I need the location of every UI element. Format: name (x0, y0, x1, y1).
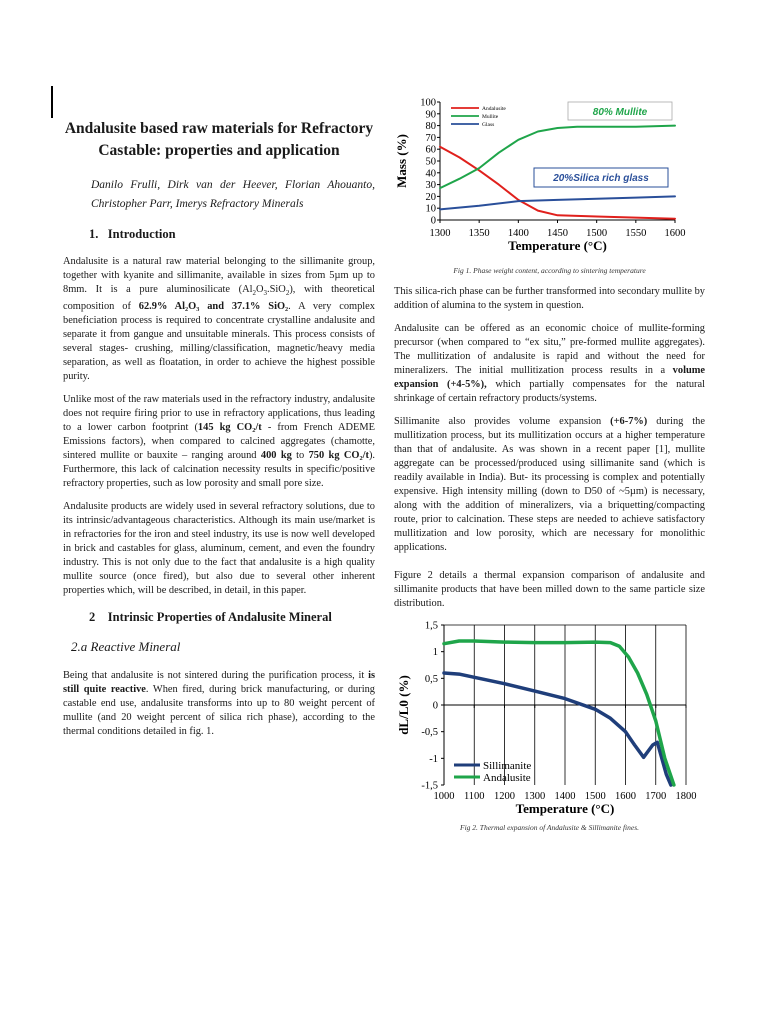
x-tick-label: 1600 (615, 791, 636, 802)
y-tick-label: 50 (425, 156, 436, 168)
y-tick-label: 1,5 (424, 621, 438, 632)
y-tick-label: 100 (420, 97, 436, 109)
y-tick-label: 90 (425, 109, 436, 121)
x-tick-label: 1300 (524, 791, 546, 802)
x-tick-label: 1600 (664, 228, 686, 239)
left-column (63, 110, 375, 748)
legend-label-andalusite: Andalusite (482, 105, 506, 112)
x-axis-label: Temperature (°C) (508, 238, 607, 253)
intro-paragraph-1: Andalusite is a natural raw material belonging to the sillimanite group, together with kyanite and sillimanite, available in sizes from 5µm up to 8mm. It is a pure aluminosilicate $(Al_2O_3.SiO_2)$, with theoretical composition of 62.9% Al₂O₃ and 37.1% SiO₂. A very complex beneficiation process is required to concentrate crystalline andalusite and separate it from gangue and unsuitable minerals. This process consists of several stages- crushing, milling/classification, magnetic/heavy media separation, as well as floatation, in order to achieve the highest possible purity. (63, 256, 375, 383)
x-tick-label: 1300 (429, 228, 451, 239)
x-axis-label: Temperature (°C) (515, 801, 615, 816)
intro-paragraph-2: Unlike most of the raw materials used in the refractory industry, andalusite does not require firing prior to use in refractory applications, thus leading to a lower carbon footprint (145 kg CO₂/t - from French ADEME Emissions factors), when compared to calcined aggregates (chamotte, sintered mullite or bauxite – ranging around 400 kg to 750 kg CO₂/t). Furthermore, this lack of calcination necessity results in specific/positive refractory properties, such as low porosity and small pore size. (63, 394, 375, 490)
right-paragraph-1: This silica-rich phase can be further transformed into secondary mullite by addition of alumina to the system in question. (394, 286, 705, 311)
y-tick-label: 20 (425, 191, 436, 203)
y-tick-label: 1 (432, 647, 438, 659)
right-paragraph-4: Figure 2 details a thermal expansion comparison of andalusite and sillimanite products that have been milled down to the same particle size distribution. (394, 570, 705, 609)
y-tick-label: 10 (425, 203, 436, 215)
annotation-glass: 20%Silica rich glass (553, 173, 649, 184)
y-tick-label: -1,5 (421, 780, 438, 792)
y-tick-label: 30 (425, 180, 436, 192)
legend-label-glass: Glass (482, 121, 495, 128)
x-tick-label: 1500 (584, 791, 606, 802)
x-tick-label: 1400 (507, 228, 529, 239)
subsection-heading-reactive: 2.a Reactive Mineral (71, 639, 181, 655)
right-paragraph-2: Andalusite can be offered as an economic choice of mullite-forming precursor (when compared to “ex situ,” pre-formed mullite aggregates). The mullitization of andalusite is rapid and without the need for mineralizers. The initial mullitization process results in a volume expansion (+4-5%), which partially compensates for the natural shrinkage of certain refractory products/systems. (394, 323, 705, 404)
legend (454, 760, 531, 784)
y-tick-label: 0 (432, 700, 438, 712)
x-tick-label: 1700 (645, 791, 667, 802)
author-list: Danilo Frulli, Dirk van der Heever, Florian Ahouanto, Christopher Parr, Imerys Refractory Minerals (91, 179, 375, 210)
right-column (394, 96, 705, 832)
series-line-sillimanite (444, 673, 671, 785)
x-tick-label: 1500 (586, 228, 608, 239)
y-tick-label: 40 (425, 168, 436, 180)
legend-label-sillimanite: Sillimanite (483, 759, 532, 772)
figure-1-chart (394, 96, 705, 261)
y-tick-label: 70 (425, 132, 436, 144)
y-axis-label: Mass (%) (394, 134, 409, 188)
section-heading-introduction: 1. Introduction (89, 227, 176, 241)
x-tick-label: 1800 (675, 791, 697, 802)
figure-2-caption: Fig 2. Thermal expansion of Andalusite & Sillimanite fines. (459, 823, 640, 832)
legend (451, 106, 506, 128)
series-line-glass (440, 196, 675, 209)
x-tick-label: 1000 (433, 791, 455, 802)
x-tick-label: 1400 (554, 791, 576, 802)
section-heading-intrinsic: 2 Intrinsic Properties of Andalusite Mineral (89, 610, 332, 625)
x-tick-label: 1100 (463, 791, 485, 802)
annotation-mullite: 80% Mullite (592, 107, 648, 118)
y-tick-label: -0,5 (421, 727, 438, 739)
reactive-paragraph: Being that andalusite is not sintered during the purification process, it is still quite reactive. When fired, during brick manufacturing, or during castable end use, andalusite transforms into up to 80 weight percent of mullite (and 20 weight percent of silica rich phase), according to the thermal conditions detailed in fig. 1. (63, 670, 375, 738)
y-tick-label: 0,5 (424, 673, 438, 685)
intro-paragraph-3: Andalusite products are widely used in several refractory solutions, due to its intrinsic/advantageous characteristics. Although its main use/market is in refractories for the iron and steel industry, its use is now well developed in brick and castables for glass, aluminum, cement, and even the foundry industry. This is not only due to the fact that andalusite is a high quality mullite source (once fired), but also due to several other inherent properties which, will be described, in detail, in this paper. (63, 501, 375, 597)
y-tick-label: -1 (429, 753, 438, 765)
x-tick-label: 1200 (494, 791, 515, 802)
y-tick-label: 60 (425, 144, 436, 156)
right-paragraph-3: Sillimanite also provides volume expansion (+6-7%) during the mullitization process, but its mullitization occurs at a higher temperature than that of andalusite. As was shown in a recent paper [1], mullite aggregate can be processed/produced using sillimanite sand (which is readily available in India). But- its processing is complex and potentially expensive. High intensity milling (down to D50 of ~5µm) is necessary, along with the addition of mineralizers, via a briquetting/compacting route, prior to calcination. These steps are needed to achieve satisfactory mullitization and low porosity, which are necessary for monolithic applications. (394, 416, 705, 553)
legend-label-mullite: Mullite (482, 113, 499, 120)
series-line-andalusite (444, 641, 674, 785)
paper-title: Andalusite based raw materials for Refractory Castable: properties and application (64, 120, 374, 159)
y-axis-label: dL/L0 (%) (396, 675, 411, 735)
figure-1-caption: Fig 1. Phase weight content, according to sintering temperature (453, 266, 646, 275)
legend-label-andalusite: Andalusite (483, 771, 531, 784)
x-tick-label: 1450 (547, 228, 568, 239)
y-tick-label: 0 (430, 215, 436, 227)
x-tick-label: 1350 (468, 228, 490, 239)
figure-2-chart (394, 621, 705, 821)
x-tick-label: 1550 (625, 228, 647, 239)
margin-marker (51, 86, 53, 118)
y-tick-label: 80 (425, 121, 436, 133)
